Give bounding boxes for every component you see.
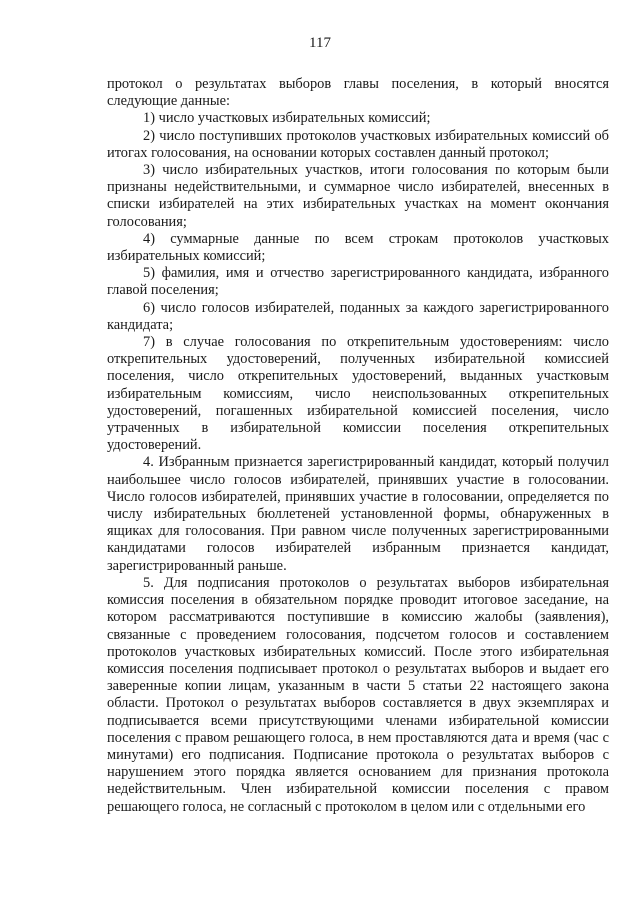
paragraph-clause-5: 5. Для подписания протоколов о результатах выборов избирательная комиссия поселения в обязательном порядке проводит итоговое заседание, на котором рассматриваются поступившие в комиссию жалобы (заявления), связанные с проведением голосования, подсчетом голосов и составлением протоколов участковых избирательных комиссий. После этого избирательная комиссия поселения подписывает протокол о результатах выборов и выдает его заверенные копии лицам, указанным в части 5 статьи 22 настоящего закона области. Протокол о результатах выборов составляется в двух экземплярах и подписывается всеми присутствующими членами избирательной комиссии поселения с правом решающего голоса, в нем проставляются дата и время (час с минутами) его подписания. Подписание протокола о результатах выборов с нарушением этого порядка является основанием для признания протокола недействительным. Член избирательной комиссии поселения с правом решающего голоса, не согласный с протоколом в целом или с отдельными его: [107, 574, 609, 815]
page-number: 117: [309, 35, 331, 51]
paragraph-item-7: 7) в случае голосования по открепительным удостоверениям: число открепительных удостоверений, полученных избирательной комиссией поселения, число открепительных удостоверений, выданных участковым избирательным комиссиям, число неиспользованных открепительных удостоверений, погашенных избирательной комиссией поселения, число утраченных в избирательной комиссии поселения открепительных удостоверений.: [107, 334, 609, 454]
document-body: [107, 76, 609, 816]
paragraph-item-6: 6) число голосов избирателей, поданных за каждого зарегистрированного кандидата;: [107, 299, 609, 333]
paragraph-item-3: 3) число избирательных участков, итоги голосования по которым были признаны недействительными, и суммарное число избирателей, внесенных в списки избирателей на этих избирательных участках на момент окончания голосования;: [107, 162, 609, 230]
paragraph-item-4: 4) суммарные данные по всем строкам протоколов участковых избирательных комиссий;: [107, 230, 609, 265]
paragraph-item-1: 1) число участковых избирательных комиссий;: [143, 110, 431, 127]
paragraph-intro: протокол о результатах выборов главы поселения, в который вносятся следующие данные:: [107, 76, 609, 110]
paragraph-clause-4: 4. Избранным признается зарегистрированный кандидат, который получил наибольшее число голосов избирателей, принявших участие в голосовании. Число голосов избирателей, принявших участие в голосовании, определяется по числу избирательных бюллетеней установленной формы, обнаруженных в ящиках для голосования. При равном числе полученных зарегистрированными кандидатами голосов избирателей избранным признается кандидат, зарегистрированный раньше.: [107, 454, 609, 574]
paragraph-item-5: 5) фамилия, имя и отчество зарегистрированного кандидата, избранного главой поселения;: [107, 265, 609, 299]
paragraph-item-2: 2) число поступивших протоколов участковых избирательных комиссий об итогах голосования, на основании которых составлен данный протокол;: [107, 127, 609, 161]
